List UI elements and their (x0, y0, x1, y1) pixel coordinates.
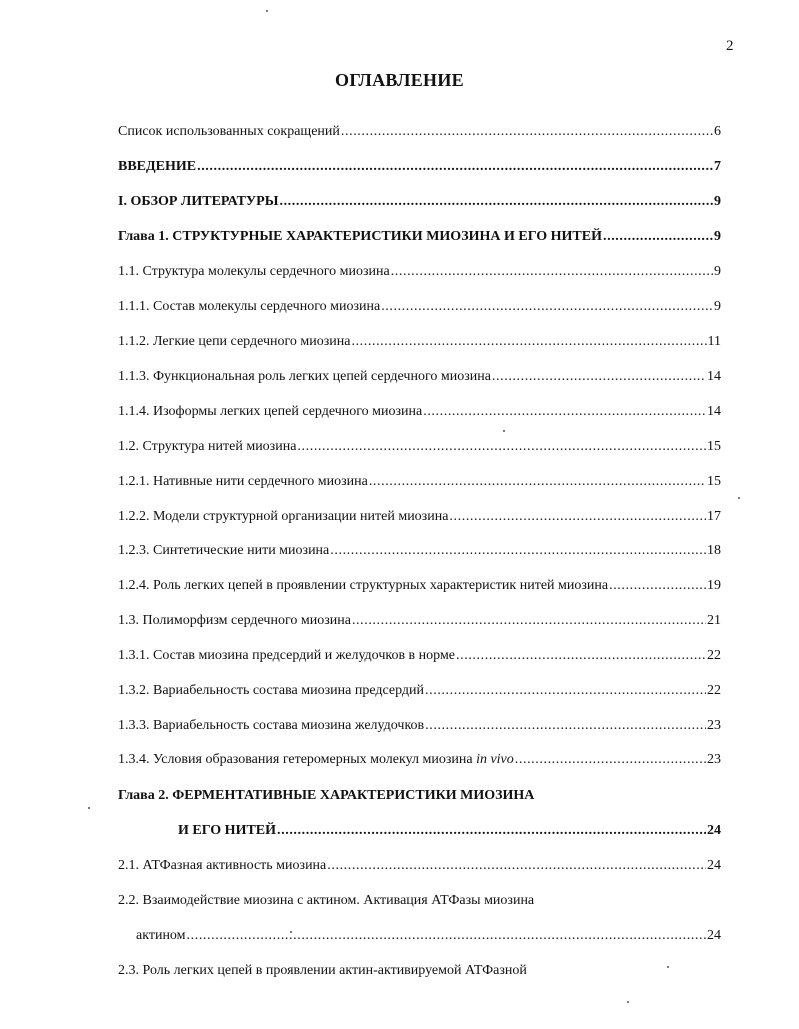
toc-leader-dots (381, 298, 713, 316)
toc-entry-label (118, 751, 514, 769)
toc-entry-abbreviations (118, 123, 721, 141)
toc-entry-label: 1.1.2. Легкие цепи сердечного миозина (118, 334, 351, 349)
toc-leader-dots (423, 403, 706, 421)
toc-entry-page: 22 (707, 648, 721, 663)
toc-entry-2-1 (118, 857, 721, 875)
toc-entry-page: 15 (707, 439, 721, 454)
toc-leader-dots (297, 438, 706, 456)
toc-entry-page: 9 (714, 194, 721, 209)
scan-speck (88, 807, 90, 809)
toc-entry-label: 1.3.2. Вариабельность состава миозина предсердий (118, 683, 425, 698)
toc-leader-dots (456, 647, 706, 665)
toc-entry-label: 1.2.4. Роль легких цепей в проявлении структурных характеристик нитей миозина (118, 578, 609, 593)
toc-entry-1-2-1 (118, 473, 721, 491)
toc-entry-page: 9 (714, 299, 721, 314)
toc-leader-dots (197, 158, 713, 176)
toc-entry-1-2-4 (118, 577, 721, 595)
toc-entry-2-3-line1: 2.3. Роль легких цепей в проявлении актин-активируемой АТФазной (118, 963, 527, 978)
toc-leader-dots (330, 542, 706, 560)
toc-leader-dots (515, 751, 706, 769)
toc-entry-label: I. ОБЗОР ЛИТЕРАТУРЫ (118, 194, 279, 209)
toc-leader-dots (187, 927, 706, 945)
toc-entry-label-text: 1.3.4. Условия образования гетеромерных молекул миозина (118, 752, 473, 767)
toc-entry-2-2-line1: 2.2. Взаимодействие миозина с актином. Активация АТФазы миозина (118, 893, 535, 908)
toc-entry-label: 1.2.1. Нативные нити сердечного миозина (118, 474, 368, 489)
toc-entry-label: 1.2.2. Модели структурной организации нитей миозина (118, 509, 449, 524)
toc-entry-page: 22 (707, 683, 721, 698)
scan-speck (738, 497, 740, 499)
toc-entry-label: 1.2.3. Синтетические нити миозина (118, 543, 330, 558)
toc-entry-page: 15 (707, 474, 721, 489)
toc-entry-label: ВВЕДЕНИЕ (118, 159, 197, 174)
toc-entry-1-1 (118, 263, 721, 281)
scan-speck (503, 430, 505, 432)
toc-entry-chapter-2-line1: Глава 2. ФЕРМЕНТАТИВНЫЕ ХАРАКТЕРИСТИКИ МИОЗИНА (118, 788, 535, 803)
toc-entry-label: 1.3. Полиморфизм сердечного миозина (118, 613, 351, 628)
toc-leader-dots (609, 577, 706, 595)
toc-leader-dots (352, 612, 706, 630)
toc-entry-label-italic: in vivo (476, 752, 514, 767)
toc-entry-page: 18 (707, 543, 721, 558)
scan-speck (266, 10, 268, 12)
scan-speck (667, 966, 669, 968)
toc-entry-1-2-2 (118, 508, 721, 526)
toc-entry-page: 14 (707, 369, 721, 384)
toc-entry-page: 23 (707, 752, 721, 767)
toc-entry-page: 6 (714, 124, 721, 139)
toc-entry-2-2 (136, 927, 721, 945)
toc-entry-1-1-4 (118, 403, 721, 421)
toc-entry-page: 14 (707, 404, 721, 419)
toc-leader-dots (279, 193, 713, 211)
toc-leader-dots (327, 857, 706, 875)
toc-entry-page: 7 (714, 159, 721, 174)
toc-entry-1-3-1 (118, 647, 721, 665)
toc-title: ОГЛАВЛЕНИЕ (335, 70, 464, 90)
toc-entry-page: 9 (714, 264, 721, 279)
toc-leader-dots (351, 333, 706, 351)
toc-entry-1-2 (118, 438, 721, 456)
toc-entry-page: 17 (707, 509, 721, 524)
toc-entry-label: 1.2. Структура нитей миозина (118, 439, 297, 454)
toc-leader-dots (425, 682, 706, 700)
toc-leader-dots (341, 123, 713, 141)
toc-entry-page: 24 (707, 823, 721, 838)
toc-entry-label: актином (136, 928, 186, 943)
scan-speck (290, 931, 292, 933)
toc-entry-1-3-4 (118, 751, 721, 769)
toc-leader-dots (425, 717, 706, 735)
toc-leader-dots (492, 368, 706, 386)
toc-entry-introduction (118, 158, 721, 176)
toc-entry-1-1-1 (118, 298, 721, 316)
toc-entry-label: Глава 1. СТРУКТУРНЫЕ ХАРАКТЕРИСТИКИ МИОЗИНА И ЕГО НИТЕЙ (118, 229, 602, 244)
toc-entry-chapter-1 (118, 228, 721, 246)
toc-entry-1-1-3 (118, 368, 721, 386)
toc-leader-dots (391, 263, 713, 281)
toc-entry-label: 1.1.1. Состав молекулы сердечного миозина (118, 299, 381, 314)
toc-entry-page: 19 (707, 578, 721, 593)
toc-leader-dots (449, 508, 706, 526)
toc-entry-label: 1.1. Структура молекулы сердечного миозина (118, 264, 390, 279)
toc-leader-dots (277, 822, 706, 840)
toc-leader-dots (603, 228, 713, 246)
toc-entry-1-1-2 (118, 333, 721, 351)
toc-entry-chapter-2 (178, 822, 721, 840)
toc-leader-dots (369, 473, 706, 491)
toc-entry-page: 11 (707, 334, 721, 349)
toc-entry-label: 1.1.4. Изоформы легких цепей сердечного миозина (118, 404, 423, 419)
toc-entry-label: 1.3.1. Состав миозина предсердий и желудочков в норме (118, 648, 456, 663)
toc-entry-page: 9 (714, 229, 721, 244)
toc-entry-label: И ЕГО НИТЕЙ (178, 823, 277, 838)
toc-entry-1-3-3 (118, 717, 721, 735)
toc-entry-label: 1.1.3. Функциональная роль легких цепей сердечного миозина (118, 369, 491, 384)
toc-entry-label: 1.3.3. Вариабельность состава миозина желудочков (118, 718, 425, 733)
toc-entry-page: 24 (707, 858, 721, 873)
toc-entry-1-3 (118, 612, 721, 630)
toc-entry-1-2-3 (118, 542, 721, 560)
toc-entry-page: 23 (707, 718, 721, 733)
toc-entry-page: 21 (707, 613, 721, 628)
toc-entry-1-3-2 (118, 682, 721, 700)
scan-speck (627, 1001, 629, 1003)
toc-entry-label: 2.1. АТФазная активность миозина (118, 858, 327, 873)
page-number: 2 (726, 38, 734, 54)
toc-entry-page: 24 (707, 928, 721, 943)
toc-entry-literature-review (118, 193, 721, 211)
toc-entry-label: Список использованных сокращений (118, 124, 340, 139)
